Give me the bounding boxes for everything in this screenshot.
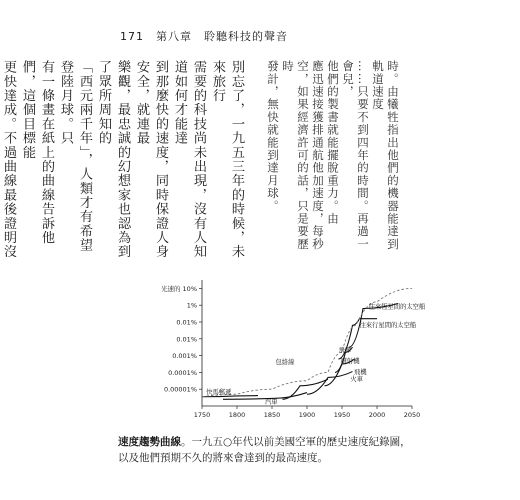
page-number: 171 — [120, 30, 144, 43]
x-tick-label: 1900 — [298, 411, 316, 419]
x-tick-label: 2050 — [403, 411, 421, 419]
text-line: ……只要不到四年的時間。再過一會兒， — [341, 60, 370, 251]
series-label: 汽車 — [265, 398, 278, 406]
x-tick-label: 1950 — [333, 411, 351, 419]
series-label: 飛機 — [353, 369, 367, 377]
caption-text: 。一九五○年代以前美國空軍的歷史速度紀錄圖，以及他們預期不久的將來會達到的最高速度。 — [118, 436, 411, 464]
series-label: 往來行星間的太空船 — [359, 322, 417, 330]
y-tick-label: 0.001% — [172, 352, 197, 361]
y-tick-label: 0.00001% — [163, 385, 197, 394]
series-label: 飛彈 — [338, 347, 352, 355]
series-label: 往來恆星間的太空船 — [368, 303, 426, 311]
page-header — [120, 28, 288, 44]
paragraph-2 — [0, 60, 246, 260]
text-line: 他們的製書就能擺脫重力。由 — [326, 60, 340, 226]
chapter-label: 第八章 — [156, 30, 192, 43]
x-tick-label: 1800 — [228, 411, 246, 419]
text-line: 更快達成。不過曲線最後證明沒 — [1, 60, 16, 259]
chart-svg — [150, 272, 426, 422]
x-tick-label: 2000 — [368, 411, 386, 419]
y-tick-label: 1% — [186, 301, 197, 310]
paragraph-1 — [265, 60, 400, 260]
x-tick-label: 1850 — [263, 411, 281, 419]
text-line: 別忘了，一九五三年的時候，未來旅行 — [210, 60, 244, 259]
text-line: 樂觀，最忠誠的幻想家也認為到了眾所周知的 — [96, 60, 130, 259]
series-label: 包絡線 — [275, 358, 295, 366]
text-line: 發計，無快就能到達月球。 — [266, 60, 280, 213]
series-line — [283, 379, 329, 399]
series-label: 噴射機 — [340, 358, 360, 366]
speed-trend-chart — [150, 272, 426, 422]
text-line: 應迅速接獲排通航他加速度，每秒 — [311, 60, 325, 251]
y-tick-label: 0.01% — [176, 318, 197, 327]
series-label: 火車 — [350, 375, 363, 383]
text-line: 到那麼快的速度，同時保證人身安全，就連最 — [134, 60, 168, 259]
x-tick-label: 1750 — [193, 411, 211, 419]
text-line: 有一條畫在紙上的曲線告訴他們，這個目標能 — [20, 60, 54, 245]
y-tick-label: 光速的 10% — [160, 284, 197, 293]
text-line: 需要的科技尚未出現，沒有人知道如何才能達 — [172, 60, 206, 259]
text-line: 「西元兩千年」，人類才有希望登陸月球。只 — [58, 60, 92, 253]
text-line: 空，如果經濟許可的話，只是要歷時 — [281, 60, 310, 251]
figure-caption — [118, 434, 418, 466]
text-line: 時。由犧牲指出他們的機器能達到軌道速度 — [371, 60, 400, 251]
series-line — [307, 372, 353, 395]
caption-title: 速度趨勢曲線 — [118, 436, 181, 448]
chapter-title: 聆聽科技的聲音 — [204, 30, 288, 43]
series-label: 快馬郵遞 — [206, 389, 232, 397]
y-tick-label: 0.01% — [176, 335, 197, 344]
vertical-body-text — [1, 60, 400, 260]
y-tick-label: 0.0001% — [168, 368, 197, 377]
